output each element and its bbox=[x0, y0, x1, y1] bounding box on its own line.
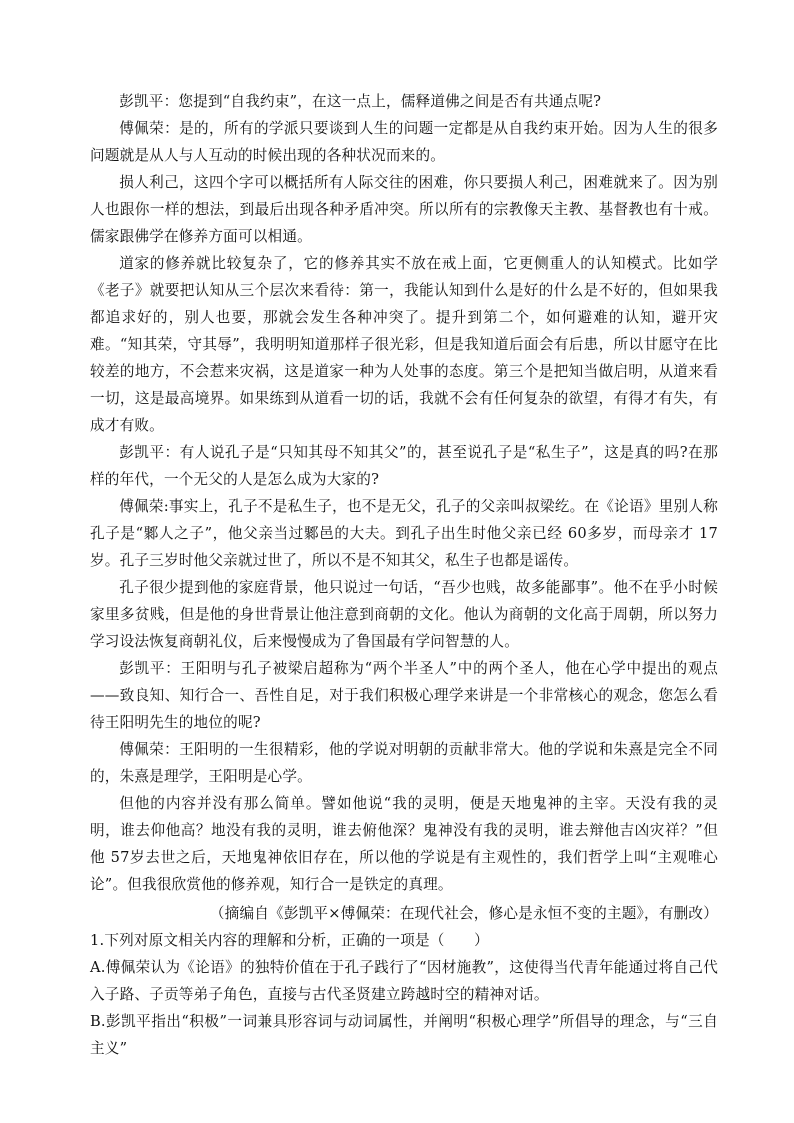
paragraph-7: 孔子很少提到他的家庭背景，他只说过一句话，“吾少也贱，故多能鄙事”。他不在乎小时候家里多贫贱，但是他的身世背景让他注意到商朝的文化。他认为商朝的文化高于周朝，所以努力学习设法恢复商朝礼仪，后来慢慢成为了鲁国最有学问智慧的人。 bbox=[90, 579, 718, 650]
option-b: B.彭凯平指出“积极”一词兼具形容词与动词属性，并阐明“积极心理学”所倡导的理念，与“三自主义” bbox=[90, 1013, 718, 1057]
document-page bbox=[90, 88, 718, 1062]
paragraph-4: 道家的修养就比较复杂了，它的修养其实不放在戒上面，它更侧重人的认知模式。比如学《老子》就要把认知从三个层次来看待：第一，我能认知到什么是好的什么是不好的，但如果我都追求好的，别人也要，那就会发生各种冲突了。提升到第二个，如何避难的认知，避开灾难。“知其荣，守其辱”，我明明知道那样子很光彩，但是我知道后面会有后患，所以甘愿守在比较差的地方，不会惹来灾祸，这是道家一种为人处事的态度。第三个是把知当做启明，从道来看一切，这是最高境界。如果练到从道看一切的话，我就不会有任何复杂的欲望，有得才有失，有成才有败。 bbox=[90, 255, 718, 434]
paragraph-2: 傅佩荣：是的，所有的学派只要谈到人生的问题一定都是从自我约束开始。因为人生的很多问题就是从人与人互动的时候出现的各种状况而来的。 bbox=[90, 120, 718, 164]
paragraph-6: 傅佩荣:事实上，孔子不是私生子，也不是无父，孔子的父亲叫叔梁纥。在《论语》里别人称孔子是“鄹人之子”，他父亲当过鄹邑的大夫。到孔子出生时他父亲已经 60多岁，而母亲才 17岁。孔子三岁时他父亲就过世了，所以不是不知其父，私生子也都是谣传。 bbox=[90, 498, 718, 569]
paragraph-5: 彭凯平：有人说孔子是“只知其母不知其父”的，甚至说孔子是“私生子”，这是真的吗?在那样的年代，一个无父的人是怎么成为大家的? bbox=[90, 444, 718, 488]
paragraph-3: 损人利己，这四个字可以概括所有人际交往的困难，你只要损人利己，困难就来了。因为别人也跟你一样的想法，到最后出现各种矛盾冲突。所以所有的宗教像天主教、基督教也有十戒。儒家跟佛学在修养方面可以相通。 bbox=[90, 174, 718, 245]
article-source: （摘编自《彭凯平×傅佩荣：在现代社会，修心是永恒不变的主题》，有删改） bbox=[209, 905, 718, 922]
option-a: A.傅佩荣认为《论语》的独特价值在于孔子践行了“因材施教”，这使得当代青年能通过将自己代入子路、子贡等弟子角色，直接与古代圣贤建立跨越时空的精神对话。 bbox=[90, 959, 718, 1003]
paragraph-1: 彭凯平：您提到“自我约束”，在这一点上，儒释道佛之间是否有共通点呢? bbox=[119, 93, 602, 110]
paragraph-9: 傅佩荣：王阳明的一生很精彩，他的学说对明朝的贡献非常大。他的学说和朱熹是完全不同的，朱熹是理学，王阳明是心学。 bbox=[90, 741, 718, 785]
question-1-stem: 1.下列对原文相关内容的理解和分析，正确的一项是（ ） bbox=[90, 932, 489, 949]
paragraph-10: 但他的内容并没有那么简单。譬如他说“我的灵明，便是天地鬼神的主宰。天没有我的灵明，谁去仰他高？地没有我的灵明，谁去俯他深？鬼神没有我的灵明，谁去辩他吉凶灾祥？”但他 57岁去世之后，天地鬼神依旧存在，所以他的学说是有主观性的，我们哲学上叫“主观唯心论”。但我很欣赏他的修养观，知行合一是铁定的真理。 bbox=[90, 795, 718, 893]
paragraph-8: 彭凯平：王阳明与孔子被梁启超称为“两个半圣人”中的两个圣人，他在心学中提出的观点——致良知、知行合一、吾性自足，对于我们积极心理学来讲是一个非常核心的观念，您怎么看待王阳明先生的地位的呢? bbox=[90, 660, 718, 731]
